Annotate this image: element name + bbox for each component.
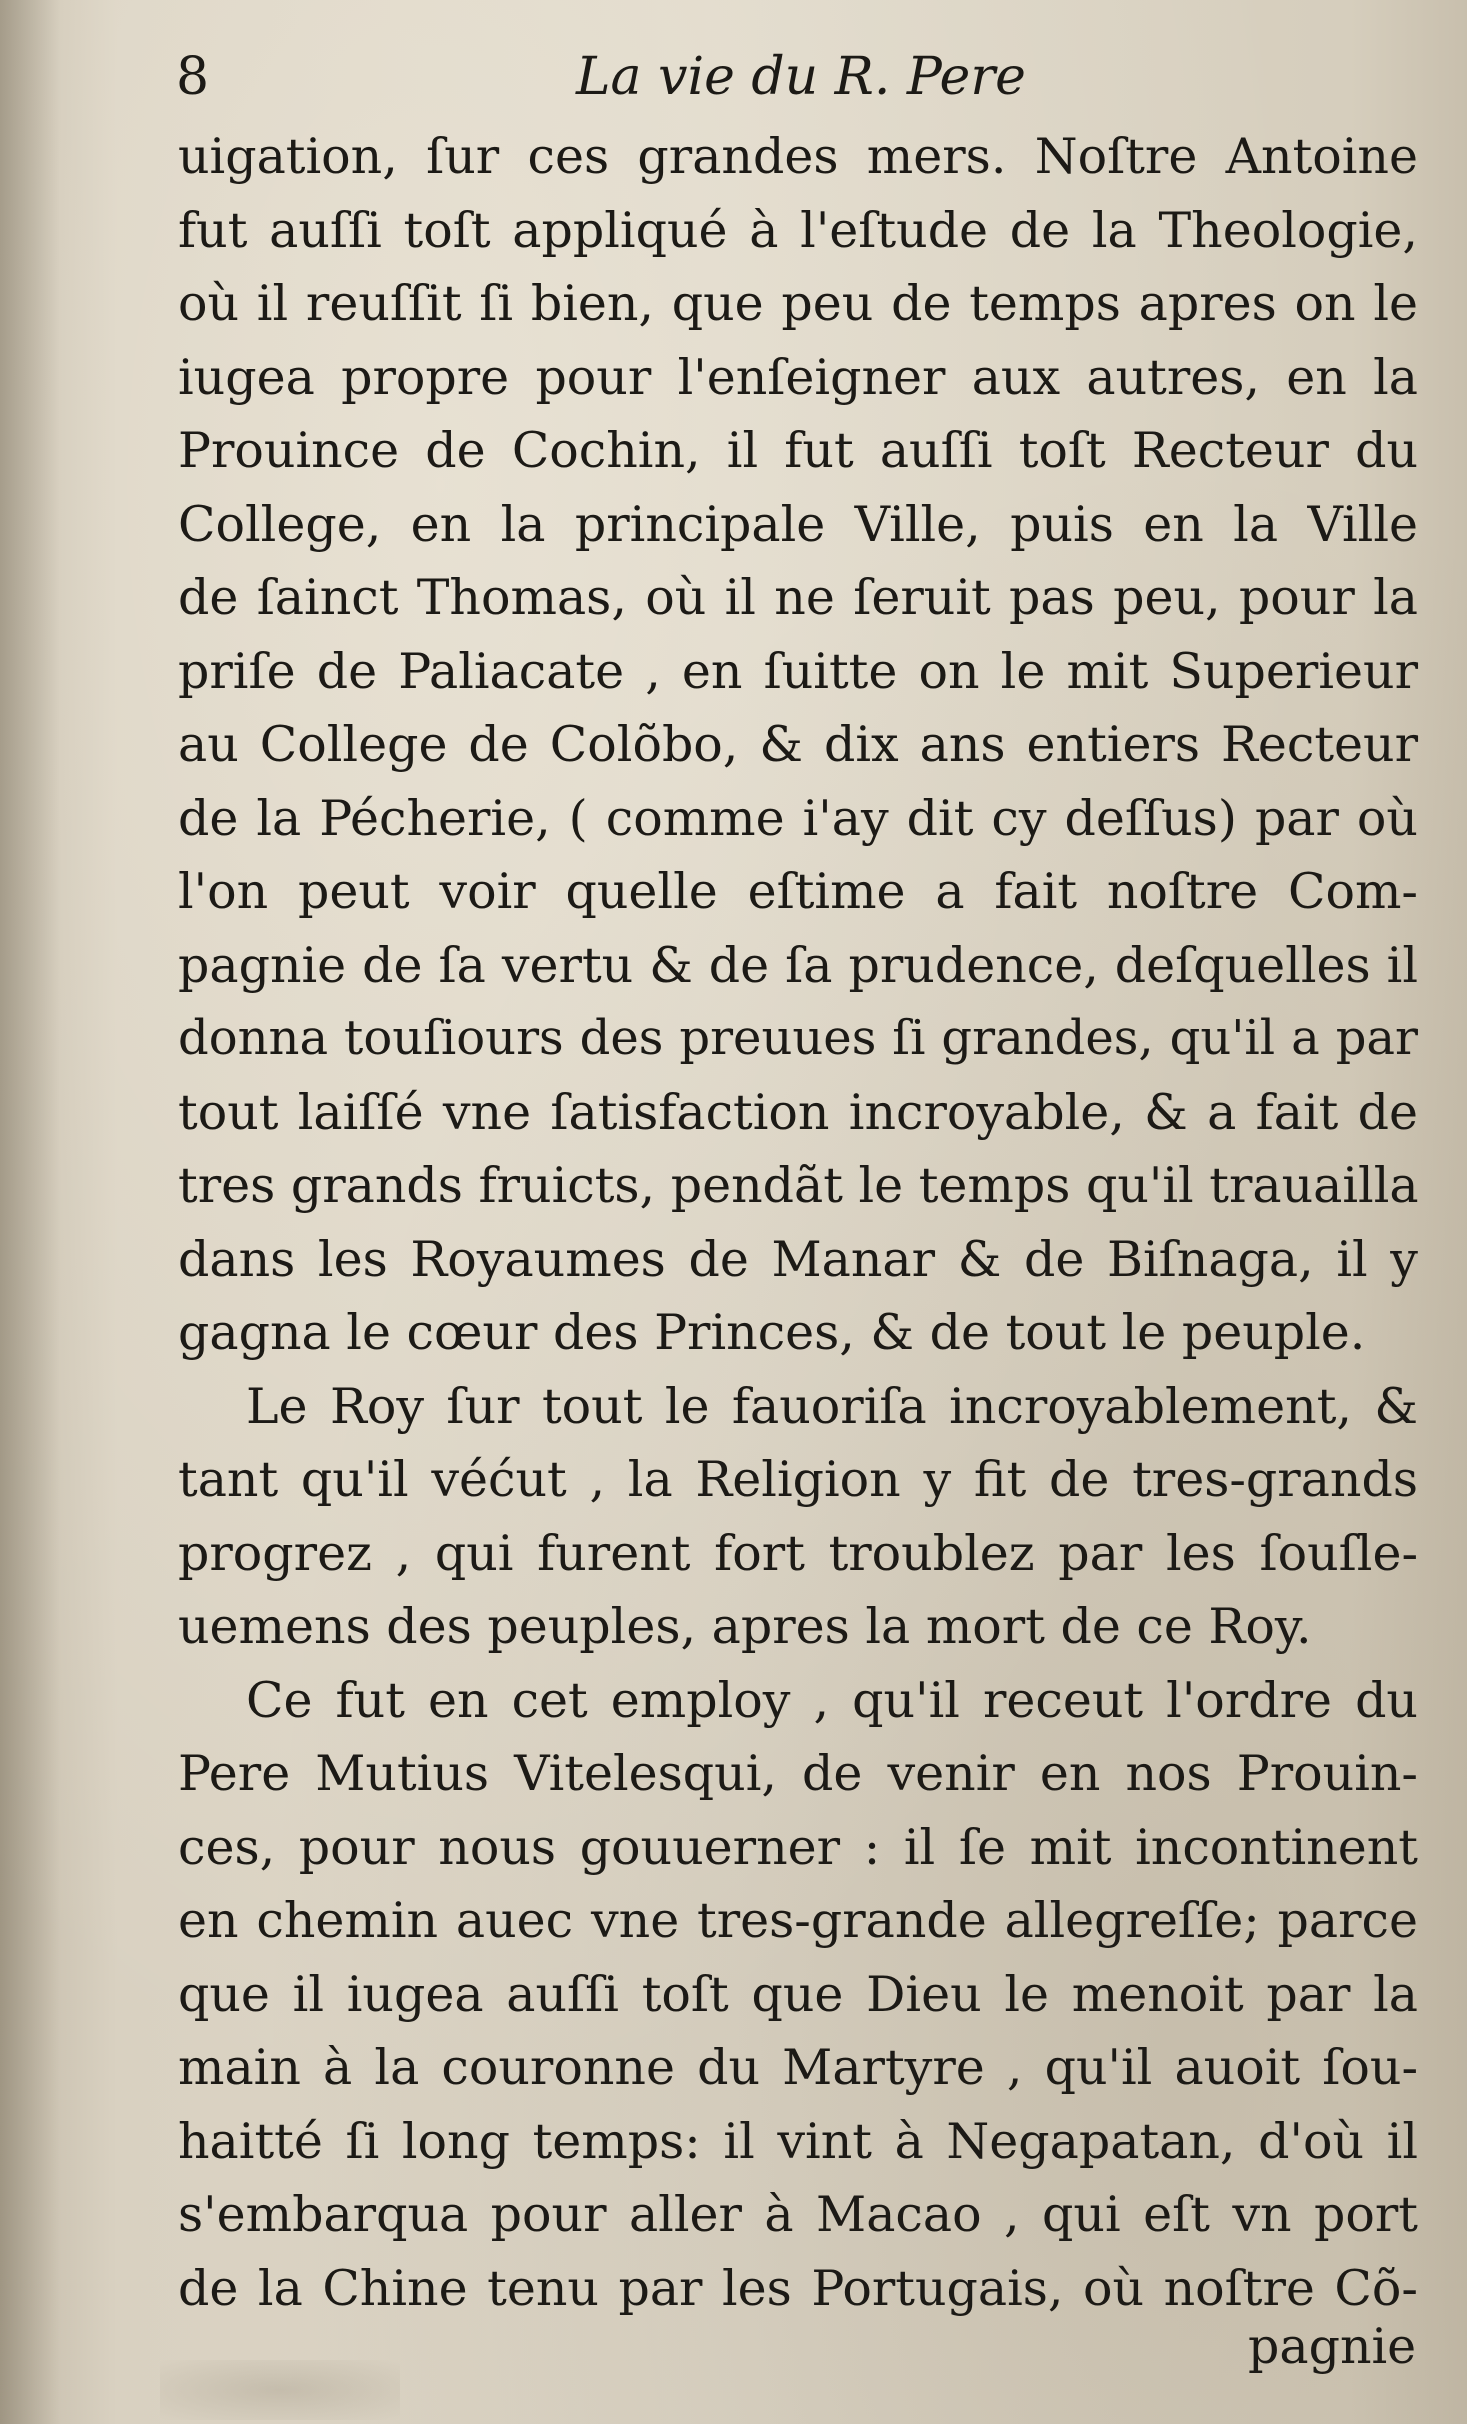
text-line: Prouince de Cochin, il fut auſſi toſt Recteur du xyxy=(178,422,1418,479)
text-line: gagna le cœur des Princes, & de tout le peuple. xyxy=(178,1304,1366,1361)
text-line: en chemin auec vne tres-grande allegreſſe; parce xyxy=(178,1892,1418,1949)
text-line: iugea propre pour l'enſeigner aux autres, en la xyxy=(178,348,1418,406)
text-line: s'embarqua pour aller à Macao , qui eſt vn port xyxy=(178,2186,1418,2243)
text-line: Le Roy ſur tout le fauoriſa incroyablement, & xyxy=(246,1377,1418,1435)
text-line: que il iugea auſſi toſt que Dieu le menoit par la xyxy=(178,1965,1418,2023)
running-title: La vie du R. Pere xyxy=(576,47,1026,107)
running-head xyxy=(176,42,1416,112)
text-line: donna touſiours des preuues ſi grandes, qu'il a par xyxy=(178,1010,1418,1066)
text-line: main à la couronne du Martyre , qu'il auoit ſou- xyxy=(178,2039,1418,2096)
text-line: progrez , qui furent fort troublez par les ſouſle- xyxy=(178,1524,1418,1582)
text-line: tres grands fruicts, pendãt le temps qu'il trauailla xyxy=(178,1157,1419,1214)
page-number: 8 xyxy=(176,47,210,107)
text-line: Ce fut en cet employ , qu'il receut l'ordre du xyxy=(246,1671,1418,1729)
text-line: tout laiſſé vne ſatisfaction incroyable, & a fait de xyxy=(178,1083,1418,1141)
text-line: tant qu'il véćut , la Religion y fit de tres-grands xyxy=(178,1451,1418,1508)
text-line: uemens des peuples, apres la mort de ce Roy. xyxy=(178,1598,1312,1655)
text-line: l'on peut voir quelle eſtime a fait noſtre Com- xyxy=(178,863,1418,920)
text-line: de la Pécherie, ( comme i'ay dit cy deſſus) par où xyxy=(178,789,1418,847)
text-line: dans les Royaumes de Manar & de Biſnaga, il y xyxy=(178,1230,1418,1288)
gutter-shadow xyxy=(0,0,60,2424)
text-line: de la Chine tenu par les Portugais, où noſtre Cõ- xyxy=(178,2259,1418,2317)
body-text xyxy=(178,120,1418,2325)
text-line: au College de Colõbo, & dix ans entiers Recteur xyxy=(178,716,1418,773)
page-stain xyxy=(160,2360,400,2420)
text-line: Pere Mutius Vitelesqui, de venir en nos Prouin- xyxy=(178,1745,1418,1802)
text-line: priſe de Paliacate , en ſuitte on le mit Superieur xyxy=(178,642,1418,700)
text-line: de ſainct Thomas, où il ne ſeruit pas peu, pour la xyxy=(178,569,1418,626)
text-line: ces, pour nous gouuerner : il ſe mit incontinent xyxy=(178,1818,1418,1876)
text-line: pagnie de ſa vertu & de ſa prudence, deſquelles il xyxy=(178,936,1418,994)
catchword: pagnie xyxy=(1248,2318,1417,2375)
text-line: uigation, ſur ces grandes mers. Noſtre Antoine xyxy=(178,128,1418,185)
text-line: où il reuſſit ſi bien, que peu de temps apres on le xyxy=(178,275,1418,332)
text-line: fut auſſi toſt appliqué à l'eſtude de la Theologie, xyxy=(178,201,1418,259)
text-line: haitté ſi long temps: il vint à Negapatan, d'où il xyxy=(178,2112,1418,2170)
text-line: College, en la principale Ville, puis en la Ville xyxy=(178,495,1418,553)
